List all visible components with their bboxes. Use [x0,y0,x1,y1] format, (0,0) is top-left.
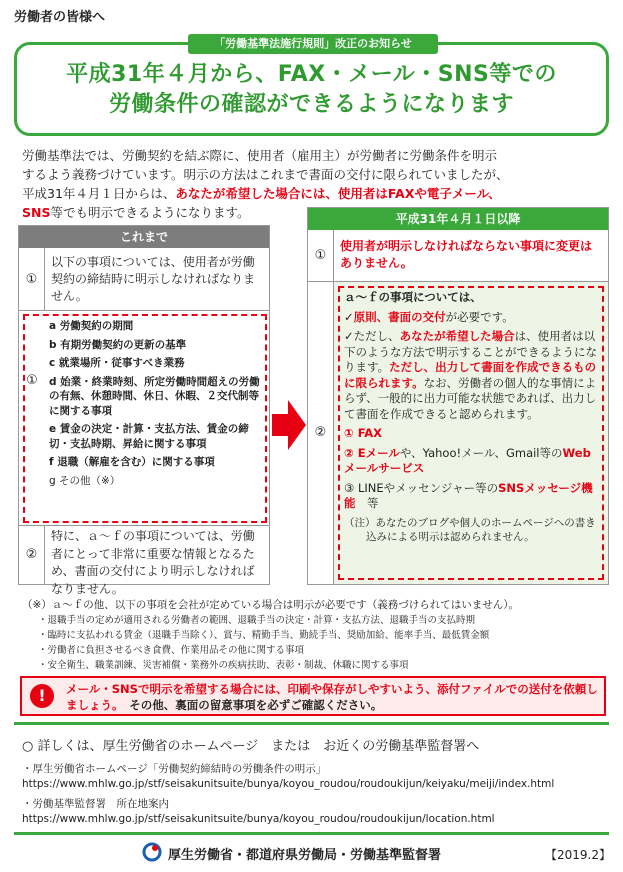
row-number: ① [19,248,45,311]
method-text: 等 [355,496,379,510]
more-info: ○ 詳しくは、厚生労働省のホームページ または お近くの労働基準監督署へ [22,739,480,754]
intro-text: 等でも明示できるようになります。 [50,205,250,220]
after-column [307,207,609,585]
exclamation-icon: ! [30,684,54,708]
link-block-location [22,797,612,827]
list-item: g その他（※） [49,474,121,487]
list-item: d 始業・終業時刻、所定労働時間超えの労働の有無、休憩時間、休日、休暇、２交代制等に関する事項 [49,375,260,417]
ministry-logo-icon [142,842,162,862]
intro-line: 労働基準法では、労働契約を結ぶ際に、使用者（雇用主）が労働者に労働条件を明示 [22,148,498,163]
check-text: は、使用者は以下のような方法で明示することができるようになります。 [344,329,597,374]
after-row-2 [308,282,608,584]
list-item: f 退職（解雇を含む）に関する事項 [49,456,215,468]
row-text: 使用者が明示しなければならない事項に変更はありません。 [340,239,593,270]
list-item: e 賃金の決定・計算・支払方法、賃金の締切・支払時期、昇給に関する事項 [49,423,249,450]
method-highlight: Webメールサービス [344,445,591,475]
intro-line [22,184,612,203]
headline [20,60,603,120]
check-highlight: あなたが希望した場合 [399,329,515,343]
list-item: a 労働契約の期間 [49,320,134,332]
check-text: が必要です。 [445,309,514,324]
headline-line-1: 平成31年４月から、FAX・メール・SNS等での [66,62,557,87]
row-number: ② [19,526,45,584]
organization-name: 厚生労働省・都道府県労働局・労働基準監督署 [168,848,442,863]
check-item: ✓原則、書面の交付が必要です。 [344,309,514,324]
before-row-2 [19,526,269,596]
after-row-1 [308,230,608,282]
method-text: ③ LINEやメッセンジャー等の [344,480,499,495]
link-label: ・厚生労働省ホームページ「労働契約締結時の労働条件の明示」 [22,763,327,775]
intro-text: 平成31年４月１日からは、 [22,186,176,201]
before-row-1 [19,248,269,311]
methods-content [344,290,602,548]
headline-line-2: 労働条件の確認ができるようになります [108,92,514,117]
method-text: や、Yahoo!メール、Gmail等の [399,445,563,460]
row-number: ② [308,282,334,584]
method-fax: ① FAX [344,426,383,440]
method-highlight: SNSメッセージ機能 [344,480,593,510]
list-item: b 有期労働契約の更新の基準 [49,338,187,351]
alert-text [66,681,602,713]
alert-note: その他、裏面の留意事項を必ずご確認ください。 [117,698,383,712]
before-row-items [19,311,269,526]
row-number: ① [308,230,334,282]
intro-highlight: あなたが希望した場合には、使用者はFAXや電子メール、 [175,186,501,201]
arrow-right-icon [272,400,306,450]
before-header: これまで [19,226,269,248]
method-sns [344,481,602,512]
check-highlight: ただし、出力して書面を作成できるものに限られます。 [344,360,597,390]
row-text: 以下の事項については、使用者が労働契約の締結時に明示しなければなりません。 [51,255,256,303]
divider [14,722,609,725]
audience-label: 労働者の皆様へ [14,10,106,25]
alert-box [20,676,606,716]
after-header: 平成31年４月１日以降 [308,208,608,230]
footnote [22,598,612,673]
items-list [49,319,261,492]
issue-date: 【2019.2】 [545,848,611,862]
check-text: なお、労働者の個人的な事情によらず、一般的に出力可能な状態であれば、出力して書面を作成できると認められます。 [344,375,597,421]
row-number: ① [26,373,38,388]
check-text: ただし、 [353,329,400,343]
link-url[interactable]: https://www.mhlw.go.jp/stf/seisakunitsuite/bunya/koyou_roudou/roudoukijun/keiyaku/meiji/index.html [22,778,555,790]
list-item: c 就業場所・従事すべき業務 [49,357,185,369]
check-item: ✓ただし、あなたが希望した場合は、使用者は以下のような方法で明示することができるようになります。ただし、出力して書面を作成できるものに限られます。なお、労働者の個人的な事情によらず、一般的に出力可能な状態であれば、出力して書面を作成できると認められます。 [344,329,597,421]
method-email [344,446,602,477]
footnote-main: （※）ａ～ｆの他、以下の事項を会社が定めている場合は明示が必要です（義務づけられてはいません）。 [22,599,520,611]
link-label: ・労働基準監督署 所在地案内 [22,798,169,810]
intro-line: するよう義務づけています。明示の方法はこれまで書面の交付に限られていましたが、 [22,167,509,182]
method-highlight: ② Eメール [344,445,400,460]
link-url[interactable]: https://www.mhlw.go.jp/stf/seisakunitsuite/bunya/koyou_roudou/roudoukijun/location.html [22,813,495,825]
divider [14,832,609,835]
intro-highlight: SNS [22,205,51,220]
row-text: 特に、ａ～ｆの事項については、労働者にとって非常に重要な情報となるため、書面の交付により明示しなければなりません。 [51,529,255,596]
before-column [18,225,270,596]
link-block-mhlw [22,762,612,792]
footnote-item: ・労働者に負担させるべき食費、作業用品その他に関する事項 [38,645,305,656]
footnote-item: ・退職手当の定めが適用される労働者の範囲、退職手当の決定・計算・支払方法、退職手当の支払時期 [38,615,476,626]
methods-lead: ａ～ｆの事項については、 [344,290,482,304]
footnote-item: ・安全衛生、職業訓練、災害補償・業務外の疾病扶助、表彰・制裁、休職に関する事項 [38,660,409,671]
notice-tag: 「労働基準法施行規則」改正のお知らせ [188,34,438,54]
footnote-item: ・臨時に支払われる賃金（退職手当除く）、賞与、精勤手当、勤続手当、奨励加給、能率手当、最低賃金額 [38,630,490,641]
method-note: （注）あなたのブログや個人のホームページへの書き込みによる明示は認められません。 [344,516,596,543]
alert-highlight: メール・SNSで明示を希望する場合には、印刷や保存がしやすいよう、添付ファイルでの送付を依頼しましょう。 [66,682,598,712]
check-highlight: 原則、書面の交付 [353,309,446,324]
